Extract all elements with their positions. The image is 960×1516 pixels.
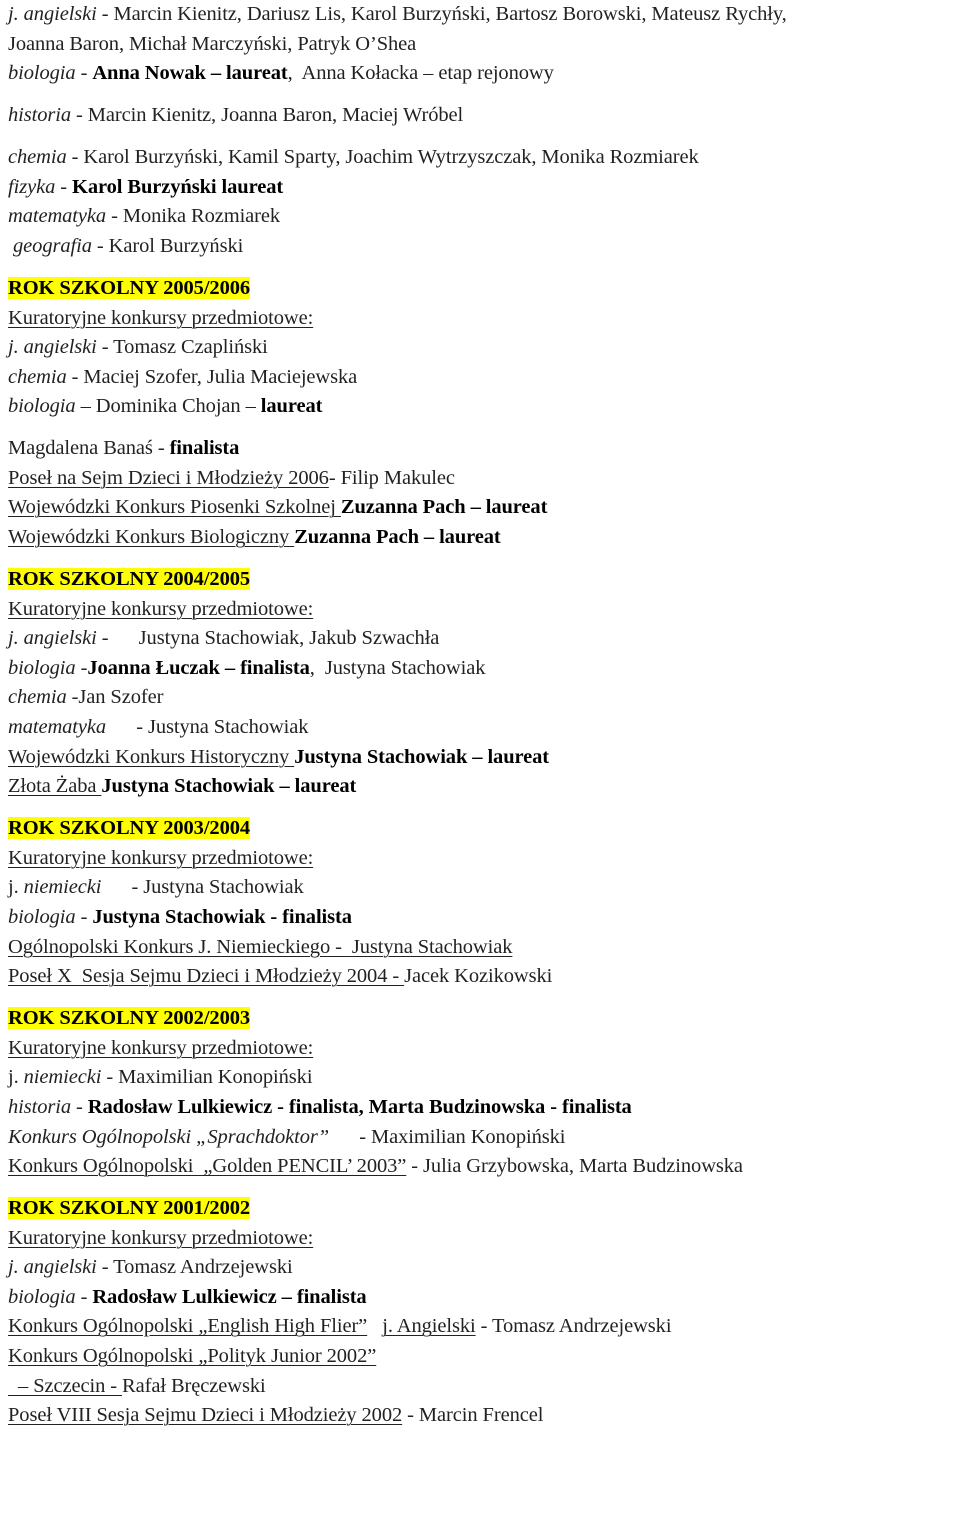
text-line [8,595,956,625]
award-text: Zuzanna Pach – laureat [294,526,501,549]
contest-name: Poseł na Sejm Dzieci i Młodzieży 2006 [8,466,329,489]
text-line [8,493,956,523]
award-text: laureat [260,395,323,418]
text-line [8,304,956,334]
text-line [8,873,956,903]
text-run: - [75,905,93,928]
subject-label: biologia [8,1285,76,1308]
text-run: , Anna Kołacka – etap rejonowy [287,62,554,85]
text-run: - Justyna Stachowiak, Jakub Szwachła [96,627,440,650]
contest-name: Konkurs Ogólnopolski „English High Flier” [8,1315,368,1338]
subject-label: j. angielski [8,3,97,25]
subject-label: biologia [8,62,76,85]
award-text: Zuzanna Pach – laureat [340,496,548,519]
year-heading-text: ROK SZKOLNY 2005/2006 [8,276,251,299]
award-text: Radosław Lulkiewicz - finalista, Marta Budzinowska - finalista [87,1095,632,1118]
year-heading-text: ROK SZKOLNY 2002/2003 [8,1007,251,1030]
contest-name: Kuratoryjne konkursy przedmiotowe: [8,597,314,620]
text-line [8,933,956,963]
text-run: - Tomasz Andrzejewski [96,1256,293,1279]
subject-label: geografia [13,234,92,257]
text-line [8,844,956,874]
school-year-heading [8,814,956,844]
school-year-heading [8,565,956,595]
subject-label: historia [8,104,71,127]
text-run: - [75,656,88,679]
text-line [8,30,956,60]
paragraph-gap [8,1182,956,1194]
text-run: -Jan Szofer [66,686,164,709]
text-run: - Monika Rozmiarek [106,205,281,228]
text-line [8,434,956,464]
award-text: Joanna Łuczak – finalista [87,656,310,679]
year-heading-text: ROK SZKOLNY 2004/2005 [8,568,251,591]
text-run: j. [8,1066,24,1089]
subject-label: niemiecki [23,1066,102,1089]
contest-name: Kuratoryjne konkursy przedmiotowe: [8,846,314,869]
award-text: Radosław Lulkiewicz – finalista [92,1285,367,1308]
paragraph-gap [8,422,956,434]
paragraph-gap [8,89,956,101]
text-line [8,202,956,232]
subject-label: niemiecki [23,876,102,899]
text-line [8,1312,956,1342]
text-run: - [75,1285,93,1308]
text-line [8,962,956,992]
text-line [8,1342,956,1372]
subject-label: biologia [8,656,76,679]
text-run: j. [8,876,24,899]
contest-name: Wojewódzki Konkurs Biologiczny [8,526,295,549]
subject-label: chemia [8,365,67,388]
text-line [8,0,956,30]
text-run: - Marcin Kienitz, Dariusz Lis, Karol Burzyński, Bartosz Borowski, Mateusz Rychły, [96,3,787,25]
text-line [8,1401,956,1431]
contest-name: Justyna Stachowiak [346,935,513,958]
text-line [8,143,956,173]
paragraph-gap [8,262,956,274]
text-run: - Marcin Frencel [402,1404,544,1427]
text-run: - Maciej Szofer, Julia Maciejewska [66,365,358,388]
document-page [8,0,956,1431]
paragraph-gap [8,553,956,565]
award-text: Justyna Stachowiak - finalista [92,905,352,928]
text-line [8,743,956,773]
subject-label: biologia [8,905,76,928]
text-line [8,173,956,203]
contest-name: Poseł VIII Sesja Sejmu Dzieci i Młodzieży 2002 [8,1404,403,1427]
text-line [8,1372,956,1402]
contest-name: – Szczecin - [8,1374,123,1397]
text-line [8,523,956,553]
contest-name: Kuratoryjne konkursy przedmiotowe: [8,1036,314,1059]
contest-name: Kuratoryjne konkursy przedmiotowe: [8,1226,314,1249]
subject-label: chemia [8,146,67,169]
text-line [8,1283,956,1313]
award-text: finalista [169,437,240,460]
school-year-heading [8,274,956,304]
text-line [8,1034,956,1064]
text-run: - [75,62,93,85]
text-run: - Karol Burzyński, Kamil Sparty, Joachim Wytrzyszczak, Monika Rozmiarek [66,146,699,169]
text-line [8,624,956,654]
text-run: - Karol Burzyński [91,234,244,257]
text-run: Magdalena Banaś - [8,437,170,460]
subject-label: matematyka [8,205,107,228]
contest-name: Wojewódzki Konkurs Historyczny [8,745,295,768]
text-run: - Justyna Stachowiak [106,716,309,739]
contest-name: Kuratoryjne konkursy przedmiotowe: [8,306,314,329]
subject-label: j. angielski [8,336,97,359]
text-line [8,1123,956,1153]
text-line [8,59,956,89]
subject-label: Konkurs Ogólnopolski „Sprachdoktor” [8,1125,330,1148]
text-line [8,1152,956,1182]
paragraph-gap [8,131,956,143]
text-run: Jacek Kozikowski [404,965,553,988]
contest-name: Złota Żaba [8,775,102,798]
paragraph-gap [8,992,956,1004]
year-heading-text: ROK SZKOLNY 2003/2004 [8,817,251,840]
text-run: Rafał Bręczewski [122,1374,266,1397]
school-year-heading [8,1194,956,1224]
text-line [8,1253,956,1283]
text-line [8,464,956,494]
text-line [8,713,956,743]
text-run [367,1315,382,1337]
contest-name: Poseł X Sesja Sejmu Dzieci i Młodzieży 2004 - [8,965,405,988]
contest-name: Konkurs Ogólnopolski „Polityk Junior 2002” [8,1345,377,1368]
text-run: – Dominika Chojan – [75,395,261,418]
text-line [8,232,956,262]
text-line [8,654,956,684]
subject-label: biologia [8,395,76,418]
text-run: , Justyna Stachowiak [309,656,486,679]
text-run: - Maximilian Konopiński [329,1125,566,1148]
text-run: - Tomasz Andrzejewski [475,1315,672,1338]
text-run: - Justyna Stachowiak [101,876,304,899]
text-run: - Filip Makulec [328,466,455,489]
text-line [8,903,956,933]
school-year-heading [8,1004,956,1034]
text-line [8,333,956,363]
award-text: Karol Burzyński laureat [72,175,284,198]
subject-label: fizyka [8,175,56,198]
subject-label: j. angielski [8,1256,97,1279]
text-line [8,1063,956,1093]
text-line [8,1093,956,1123]
year-heading-text: ROK SZKOLNY 2001/2002 [8,1197,251,1220]
text-line [8,363,956,393]
text-run: - [55,175,72,198]
award-text: Justyna Stachowiak – laureat [101,775,357,798]
contest-name: Ogólnopolski Konkurs J. Niemieckiego - [8,935,347,958]
text-run: - Tomasz Czapliński [96,336,268,359]
text-run: - Maximilian Konopiński [101,1066,313,1089]
contest-name: Konkurs Ogólnopolski „Golden PENCIL’ 2003” [8,1155,407,1178]
text-line [8,392,956,422]
subject-label: matematyka [8,716,107,739]
text-line [8,101,956,131]
paragraph-gap [8,802,956,814]
text-line [8,1224,956,1254]
text-run: - Julia Grzybowska, Marta Budzinowska [406,1155,743,1178]
text-run: Joanna Baron, Michał Marczyński, Patryk O’Shea [8,32,417,55]
award-text: Justyna Stachowiak – laureat [294,745,549,768]
text-run: - Marcin Kienitz, Joanna Baron, Maciej Wróbel [71,104,464,127]
text-line [8,683,956,713]
contest-name: Wojewódzki Konkurs Piosenki Szkolnej [8,496,341,519]
text-run: - [71,1095,88,1118]
award-text: Anna Nowak – laureat [92,62,288,85]
subject-label: j. angielski [8,627,97,650]
contest-name: j. Angielski [382,1315,476,1338]
text-line [8,772,956,802]
subject-label: chemia [8,686,67,709]
subject-label: historia [8,1095,71,1118]
